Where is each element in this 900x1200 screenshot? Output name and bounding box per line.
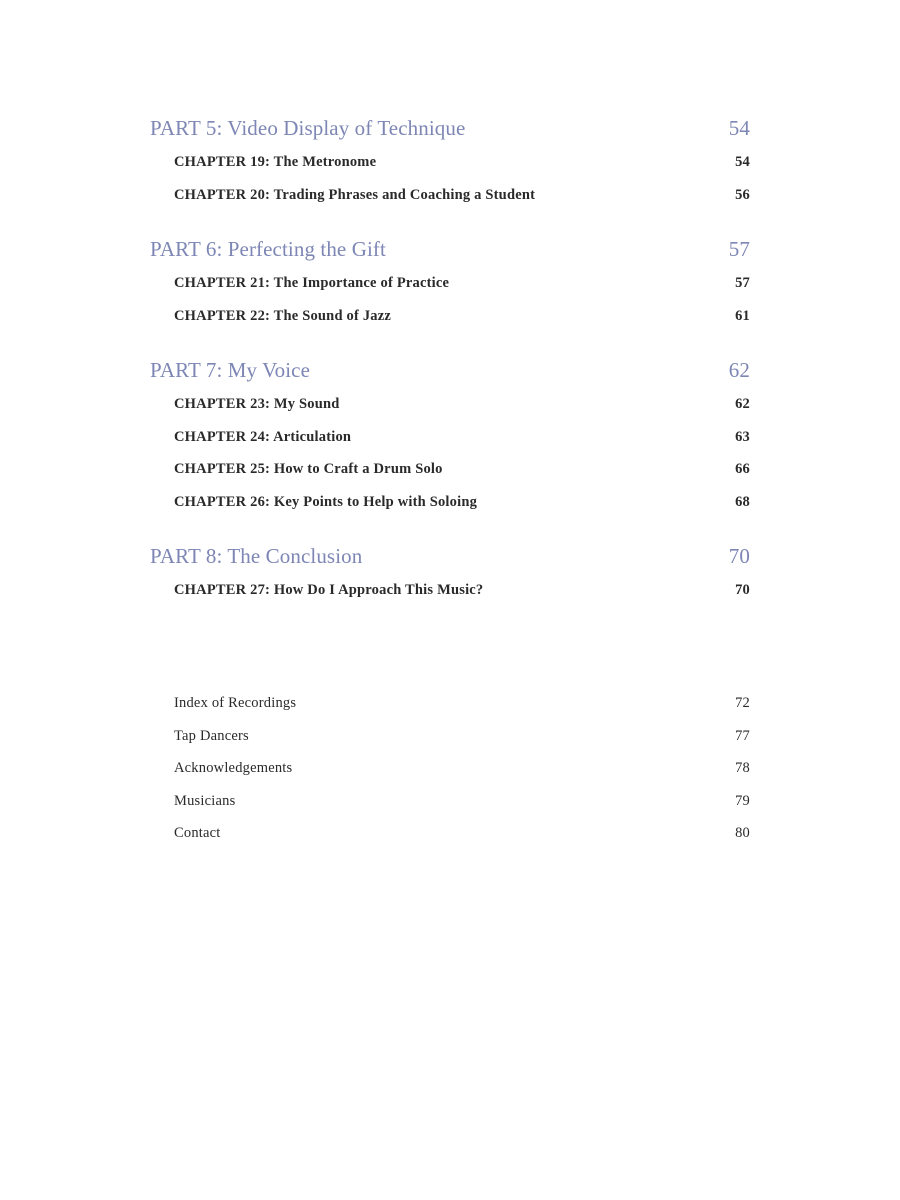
page-number: 57 — [728, 237, 750, 261]
page-number: 68 — [735, 494, 750, 510]
entry-title: Tap Dancers — [174, 728, 249, 744]
chapter-title: CHAPTER 21: The Importance of Practice — [174, 275, 450, 291]
page-number: 70 — [728, 544, 750, 568]
page-number: 56 — [735, 187, 750, 203]
toc-part-5[interactable] — [150, 116, 750, 141]
toc-part-6[interactable] — [150, 237, 750, 262]
toc-chapter-21[interactable] — [174, 275, 750, 292]
part-title: PART 6: Perfecting the Gift — [150, 237, 386, 261]
toc-chapter-22[interactable] — [174, 308, 750, 325]
page-number: 63 — [735, 429, 750, 445]
chapter-title: CHAPTER 25: How to Craft a Drum Solo — [174, 461, 443, 477]
page-number: 61 — [735, 308, 750, 324]
toc-part-8[interactable] — [150, 544, 750, 569]
page-number: 54 — [735, 154, 750, 170]
page-number: 79 — [735, 793, 750, 809]
chapter-title: CHAPTER 24: Articulation — [174, 429, 352, 445]
page-number: 66 — [735, 461, 750, 477]
toc-chapter-27[interactable] — [174, 582, 750, 599]
chapter-title: CHAPTER 19: The Metronome — [174, 154, 377, 170]
toc-index-of-recordings[interactable] — [174, 695, 750, 712]
toc-chapter-25[interactable] — [174, 461, 750, 478]
part-title: PART 5: Video Display of Technique — [150, 116, 466, 140]
entry-title: Contact — [174, 825, 221, 841]
entry-title: Musicians — [174, 793, 236, 809]
toc-tap-dancers[interactable] — [174, 728, 750, 745]
entry-title: Acknowledgements — [174, 760, 293, 776]
toc-chapter-23[interactable] — [174, 396, 750, 413]
entry-title: Index of Recordings — [174, 695, 297, 711]
toc-contact[interactable] — [174, 825, 750, 842]
page-number: 80 — [735, 825, 750, 841]
chapter-title: CHAPTER 27: How Do I Approach This Music? — [174, 582, 484, 598]
page-number: 78 — [735, 760, 750, 776]
toc-chapter-20[interactable] — [174, 187, 750, 204]
toc-musicians[interactable] — [174, 793, 750, 810]
page-number: 70 — [735, 582, 750, 598]
toc-part-7[interactable] — [150, 358, 750, 383]
page-number: 72 — [735, 695, 750, 711]
page-number: 57 — [735, 275, 750, 291]
part-title: PART 8: The Conclusion — [150, 544, 363, 568]
toc-chapter-24[interactable] — [174, 429, 750, 446]
toc-chapter-19[interactable] — [174, 154, 750, 171]
page-number: 62 — [728, 358, 750, 382]
chapter-title: CHAPTER 22: The Sound of Jazz — [174, 308, 392, 324]
chapter-title: CHAPTER 26: Key Points to Help with Soloing — [174, 494, 478, 510]
toc-acknowledgements[interactable] — [174, 760, 750, 777]
chapter-title: CHAPTER 23: My Sound — [174, 396, 340, 412]
page-number: 77 — [735, 728, 750, 744]
page-number: 54 — [728, 116, 750, 140]
toc-chapter-26[interactable] — [174, 494, 750, 511]
page-number: 62 — [735, 396, 750, 412]
chapter-title: CHAPTER 20: Trading Phrases and Coaching a Student — [174, 187, 536, 203]
part-title: PART 7: My Voice — [150, 358, 311, 382]
